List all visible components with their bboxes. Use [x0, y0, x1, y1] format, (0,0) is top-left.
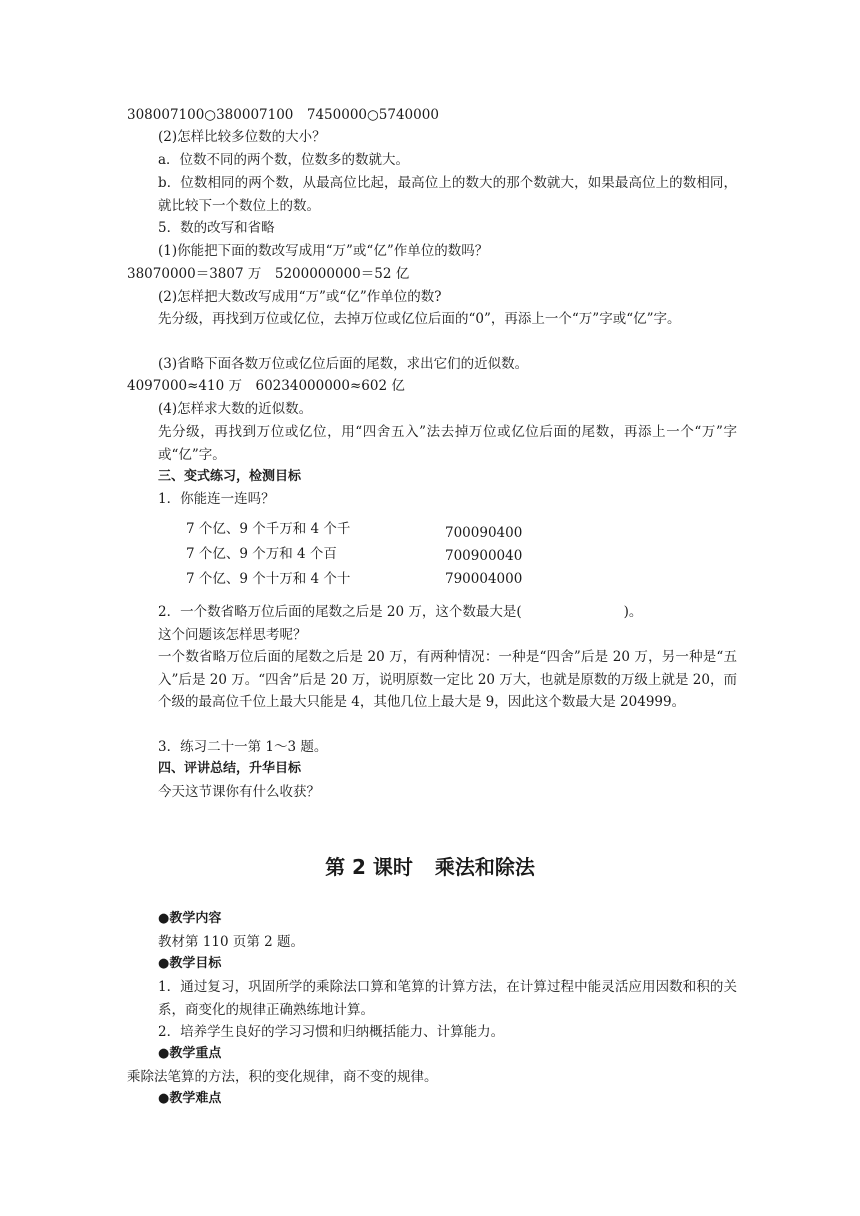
match-right-item: 700090400	[445, 525, 523, 541]
exercise-2-close: )。	[623, 604, 643, 620]
question-how-rewrite: (2)怎样把大数改写成用“万”或“亿”作单位的数?	[158, 289, 442, 305]
answer-how-approximate: 先分级，再找到万位或亿位，用“四舍五入”法去掉万位或亿位后面的尾数，再添上一个“万”字或“亿”字。	[158, 424, 737, 463]
rewrite-example: 38070000＝3807 万 5200000000＝52 亿	[127, 266, 410, 282]
exercise-2-explanation: 一个数省略万位后面的尾数之后是 20 万，有两种情况：一种是“四舍”后是 20 万，另一种是“五入”后是 20 万。“四舍”后是 20 万，说明原数一定比 20 万大，也就是原数的万级上就是 20，而个级的最高位千位上最大只能是 4，其他几位上最大是 9，因此这个数最大是 204999。	[158, 649, 737, 710]
match-right-item: 700900040	[445, 548, 523, 564]
question-rewrite-units: (1)你能把下面的数改写成用“万”或“亿”作单位的数吗？	[158, 243, 489, 259]
teaching-key-text: 乘除法笔算的方法，积的变化规律，商不变的规律。	[127, 1069, 438, 1085]
reflection-question: 今天这节课你有什么收获？	[158, 784, 320, 800]
teaching-key-heading: ●教学重点	[158, 1046, 222, 1061]
compare-example-line: 308007100○380007100 7450000○5740000	[127, 107, 439, 123]
section-4-heading: 四、评讲总结，升华目标	[158, 761, 302, 776]
rule-a: a．位数不同的两个数，位数多的数就大。	[158, 152, 410, 168]
match-left-item: 7 个亿、9 个千万和 4 个千	[186, 521, 351, 537]
lesson-topic: 乘法和除法	[434, 855, 535, 879]
teaching-goals-heading: ●教学目标	[158, 956, 222, 971]
exercise-3: 3．练习二十一第 1～3 题。	[158, 739, 328, 755]
exercise-2-question	[127, 601, 737, 624]
teaching-content-heading: ●教学内容	[158, 911, 222, 926]
lesson-title	[0, 852, 860, 882]
teaching-goal-1: 1．通过复习，巩固所学的乘除法口算和笔算的计算方法，在计算过程中能灵活应用因数和积的关系，商变化的规律正确熟练地计算。	[158, 979, 737, 1018]
exercise-1-question: 1．你能连一连吗？	[158, 491, 275, 507]
lesson-number: 第 2 课时	[325, 855, 413, 879]
exercise-2-text: 2．一个数省略万位后面的尾数之后是 20 万，这个数最大是(	[158, 604, 522, 620]
rule-b: b．位数相同的两个数，从最高位比起，最高位上的数大的那个数就大，如果最高位上的数相同，就比较下一个数位上的数。	[158, 175, 737, 214]
approximate-example: 4097000≈410 万 60234000000≈602 亿	[127, 378, 405, 394]
section-3-heading: 三、变式练习，检测目标	[158, 469, 302, 484]
match-right-item: 790004000	[445, 571, 523, 587]
question-approximate: (3)省略下面各数万位或亿位后面的尾数，求出它们的近似数。	[158, 356, 529, 372]
match-left-item: 7 个亿、9 个万和 4 个百	[186, 546, 337, 562]
answer-how-rewrite: 先分级，再找到万位或亿位，去掉万位或亿位后面的“0”，再添上一个“万”字或“亿”字。	[158, 311, 681, 327]
teaching-content-text: 教材第 110 页第 2 题。	[158, 934, 305, 950]
teaching-difficulty-heading: ●教学难点	[158, 1091, 222, 1106]
question-compare-multidigit: (2)怎样比较多位数的大小？	[158, 129, 326, 145]
teaching-goal-2: 2．培养学生良好的学习习惯和归纳概括能力、计算能力。	[158, 1024, 505, 1040]
item-5-heading: 5．数的改写和省略	[158, 220, 275, 236]
think-prompt: 这个问题该怎样思考呢？	[158, 627, 307, 643]
match-left-item: 7 个亿、9 个十万和 4 个十	[186, 571, 351, 587]
question-how-approximate: (4)怎样求大数的近似数。	[158, 401, 313, 417]
